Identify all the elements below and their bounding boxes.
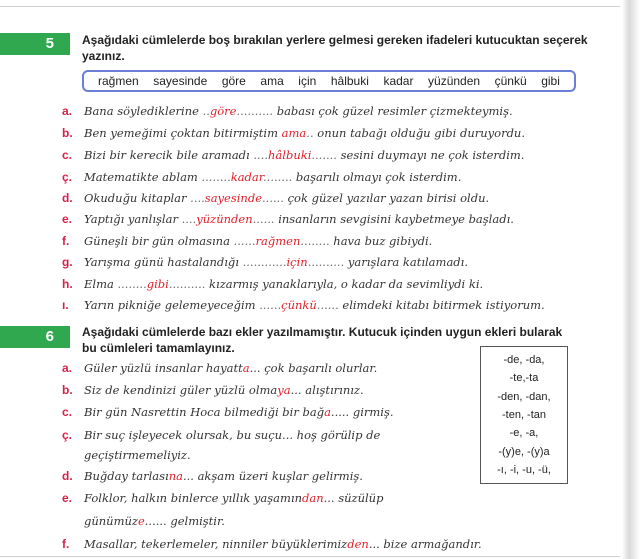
word-option: çünkü (494, 74, 527, 88)
q5-item (62, 148, 524, 162)
q5-item-blank-dots: .... (190, 191, 205, 205)
q5-item-letter: b. (62, 126, 73, 140)
q6-item-text-after: ... süzülüp (323, 491, 384, 505)
q5-item-blank-dots: .. (202, 104, 210, 118)
q5-item-blank-dots: .......... (236, 104, 274, 118)
q5-item-answer: çünkü (281, 298, 317, 312)
q5-item-letter: ç. (62, 170, 73, 184)
q6-item-text-before: Masallar, tekerlemeler, ninniler büyüklerimiz (84, 537, 348, 551)
q5-item-letter: ı. (62, 298, 69, 312)
q5-item (62, 104, 513, 118)
q5-item-text-before: Elma (84, 277, 118, 291)
q6-item-text-after: ... alıştırınız. (290, 383, 364, 397)
q5-item-blank-dots: ...... (262, 191, 284, 205)
q5-item-text-before: Yarın pikniğe gelemeyeceğim (84, 298, 260, 312)
q5-item-blank-dots: ....... (311, 148, 337, 162)
q5-item-text-after: insanların sevgisini kaybetmeye başladı. (274, 212, 514, 226)
q6-item-answer: den (347, 537, 369, 551)
q5-item-text-after: yarışlara katılamadı. (344, 255, 468, 269)
q6-item (84, 514, 225, 528)
word-option: kadar (383, 74, 414, 88)
q5-item-text-before: Matematikte ablam (84, 170, 202, 184)
q6-item-text-after: ... bize armağandır. (368, 537, 482, 551)
q6-item-letter: b. (62, 383, 73, 397)
q5-item-text-after: sesini duymayı ne çok isterdim. (336, 148, 525, 162)
q5-item-text-before: Ben yemeğimi çoktan bitirmiştim (84, 126, 282, 140)
q6-item-text-after: ..... girmiş. (330, 405, 394, 419)
q6-item-text-before: Bir suç işleyecek olursak, bu suçu (84, 428, 283, 442)
word-option: göre (221, 74, 246, 88)
q5-item-answer: kadar (230, 170, 264, 184)
suffix-option: -ı, -i, -u, -ü, (497, 463, 551, 476)
q6-item-letter: a. (62, 361, 73, 375)
q5-item (62, 277, 483, 291)
word-option: gibi (541, 74, 560, 88)
q5-item-blank-dots: .......... (307, 255, 345, 269)
q5-item-answer: sayesinde (204, 191, 263, 205)
q6-item-answer: e (137, 514, 145, 528)
word-option: için (298, 74, 317, 88)
q5-item-letter: c. (62, 148, 73, 162)
q5-item-text-after: başarılı olmayı çok isterdim. (292, 170, 462, 184)
q6-item (62, 537, 482, 551)
q6-item-answer: a (324, 405, 331, 419)
question-5-instruction-line1: Aşağıdaki cümlelerde boş bırakılan yerlere gelmesi gereken ifadeleri kutucuktan seçerek (82, 33, 588, 47)
q5-item-blank-dots: ...... (233, 234, 256, 248)
q6-item-text-before: günümüz (84, 514, 138, 528)
question-6-instruction-line1: Aşağıdaki cümlelerde bazı ekler yazılmamıştır. Kutucuk içinden uygun ekleri bularak (82, 325, 563, 339)
q5-item-answer: göre (209, 104, 237, 118)
q5-item (62, 234, 432, 248)
q5-item-text-after: babası çok güzel resimler çizmekteymiş. (273, 104, 513, 118)
q6-item-text-before: Buğday tarlası (84, 469, 169, 483)
q5-item-letter: d. (62, 191, 73, 205)
q6-item-answer: dan (301, 491, 324, 505)
q6-item-answer: a (242, 361, 250, 375)
suffix-option: -ten, -tan (501, 408, 547, 421)
q6-item-text-after: ...... gelmiştir. (144, 514, 225, 528)
q6-item-letter: d. (62, 469, 73, 483)
q6-item-text-before: Güler yüzlü insanlar hayatt (84, 361, 243, 375)
q5-item-answer: ama (281, 126, 307, 140)
q5-item (62, 126, 525, 140)
q5-item-letter: f. (62, 234, 70, 248)
suffix-option: -te,-ta (509, 372, 539, 385)
q6-item (84, 448, 191, 462)
q6-item (62, 428, 380, 442)
q5-item (62, 298, 545, 312)
q5-item-text-before: Yaptığı yanlışlar (84, 212, 182, 226)
suffix-box (480, 346, 568, 484)
q5-item (62, 191, 489, 205)
word-box (82, 70, 576, 92)
q5-item-text-after: onun tabağı olduğu gibi duruyordu. (313, 126, 525, 140)
bottom-rule (0, 556, 620, 557)
question-6-instruction-line2: bu cümleleri tamamlayınız. (82, 341, 235, 355)
q5-item-blank-dots: ........ (201, 170, 231, 184)
word-option: ama (260, 74, 284, 88)
suffix-option: -den, -dan, (497, 390, 551, 403)
q6-item-answer: na (168, 469, 183, 483)
q5-item-answer: hâlbuki (268, 148, 312, 162)
q5-item-answer: için (286, 255, 308, 269)
q6-item-text-after: ... akşam üzeri kuşlar gelirmiş. (182, 469, 363, 483)
q5-item-letter: e. (62, 212, 73, 226)
q6-item-letter: ç. (62, 428, 73, 442)
q5-item-text-before: Bizi bir kerecik bile aramadı (84, 148, 254, 162)
q6-item (62, 469, 363, 483)
q6-item-text-after: ... hoş görülip de (282, 428, 381, 442)
q5-item-text-after: elimdeki kitabı bitirmek istiyorum. (338, 298, 545, 312)
q6-item-text-before: Siz de kendinizi güler yüzlü olma (84, 383, 278, 397)
q5-item-blank-dots: ...... (252, 212, 275, 226)
question-5-badge: 5 (0, 33, 70, 55)
q6-item-letter: f. (62, 537, 70, 551)
q6-item-text-before: Folklor, halkın binlerce yıllık yaşamın (84, 491, 302, 505)
q6-item (62, 491, 383, 505)
q5-item-answer: gibi (146, 277, 169, 291)
word-option: yüzünden (428, 74, 481, 88)
q6-item-letter: e. (62, 491, 73, 505)
word-option: rağmen (98, 74, 139, 88)
q5-item-blank-dots: ...... (259, 298, 282, 312)
q5-item-letter: a. (62, 104, 73, 118)
q5-item-blank-dots: ............ (242, 255, 287, 269)
q5-item-answer: yüzünden (196, 212, 253, 226)
q5-item-blank-dots: .... (253, 148, 269, 162)
question-5-instruction-line2: yazınız. (82, 49, 125, 63)
suffix-option: -(y)e, -(y)a (498, 445, 550, 458)
q5-item (62, 170, 461, 184)
page-edge (622, 0, 640, 559)
word-option: sayesinde (153, 74, 208, 88)
q5-item-text-after: hava buz gibiydi. (329, 234, 433, 248)
suffix-option: -de, -da, (503, 354, 545, 367)
q5-item-letter: h. (62, 277, 73, 291)
question-6-badge: 6 (0, 326, 70, 348)
q5-item (62, 212, 514, 226)
q6-item (62, 361, 377, 375)
q6-item-text-after: ... çok başarılı olurlar. (249, 361, 378, 375)
word-option: hâlbuki (330, 74, 369, 88)
q5-item-blank-dots: .. (306, 126, 314, 140)
q5-item-blank-dots: .......... (168, 277, 206, 291)
q5-item-text-after: kızarmış yanaklarıyla, o kadar da sevimliydi ki. (205, 277, 484, 291)
q5-item-blank-dots: ........ (117, 277, 147, 291)
q5-item-blank-dots: ........ (263, 170, 293, 184)
q6-item-text-before: geçiştirmemeliyiz. (84, 448, 191, 462)
suffix-option: -e, -a, (509, 427, 539, 440)
q5-item-text-before: Okuduğu kitaplar (84, 191, 191, 205)
q5-item-text-before: Güneşli bir gün olmasına (84, 234, 234, 248)
q5-item-blank-dots: ...... (316, 298, 339, 312)
q5-item-text-before: Yarışma günü hastalandığı (84, 255, 243, 269)
q5-item-answer: rağmen (255, 234, 301, 248)
q6-item (62, 383, 364, 397)
q6-item-letter: c. (62, 405, 73, 419)
top-rule (0, 6, 620, 7)
q6-item (62, 405, 394, 419)
q5-item-text-before: Bana söylediklerine (84, 104, 203, 118)
q5-item (62, 255, 468, 269)
q5-item-text-after: çok güzel yazılar yazan birisi oldu. (283, 191, 490, 205)
q5-item-letter: g. (62, 255, 73, 269)
q6-item-text-before: Bir gün Nasrettin Hoca bilmediği bir bağ (84, 405, 325, 419)
q5-item-blank-dots: .... (181, 212, 197, 226)
q6-item-answer: ya (277, 383, 291, 397)
q5-item-blank-dots: ........ (300, 234, 330, 248)
